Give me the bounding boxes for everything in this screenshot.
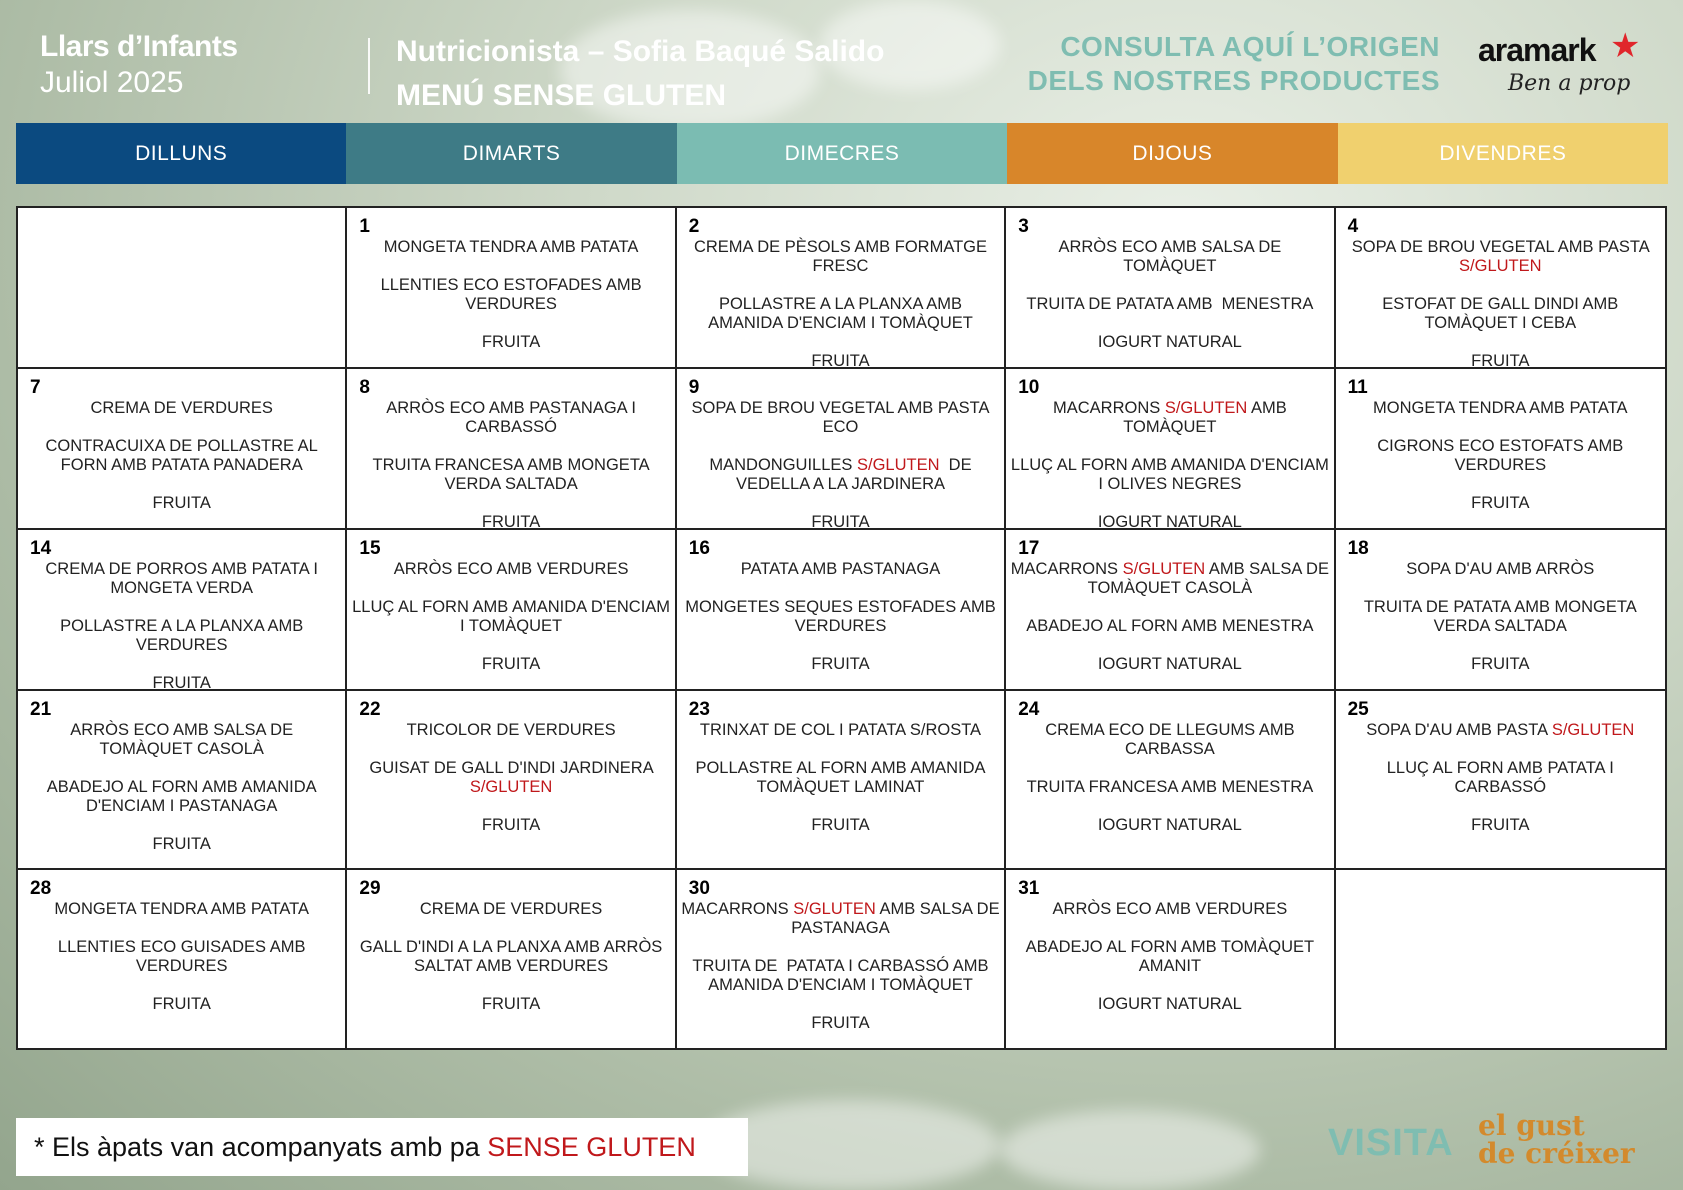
dish-item — [1010, 721, 1329, 759]
dish-item — [1010, 295, 1329, 314]
dish-text: ARRÒS ECO AMB VERDURES — [393, 560, 629, 578]
dish-text: TRUITA FRANCESA AMB MONGETA VERDA SALTADA — [372, 456, 655, 493]
dish-text: IOGURT NATURAL — [1097, 816, 1242, 834]
dish-item — [351, 276, 670, 314]
dish-text: ABADEJO AL FORN AMB TOMÀQUET AMANIT — [1025, 938, 1318, 975]
day-number: 11 — [1347, 377, 1368, 398]
aramark-logo — [1478, 27, 1658, 96]
day-cell-2 — [677, 208, 1006, 369]
dish-item — [681, 721, 1000, 740]
dish-text: FRUITA — [481, 816, 541, 834]
dish-text: MONGETA TENDRA AMB PATATA — [1373, 399, 1628, 417]
day-number: 25 — [1347, 699, 1369, 720]
dish-text: AMB SALSA DE PASTANAGA — [791, 900, 1005, 937]
dish-text: CREMA DE VERDURES — [419, 900, 603, 918]
dish-text: TRINXAT DE COL I PATATA S/ROSTA — [699, 721, 982, 739]
dish-list — [681, 560, 1000, 674]
dish-item — [1010, 900, 1329, 919]
gluten-free-tag: S/GLUTEN — [793, 900, 876, 918]
dish-item — [681, 655, 1000, 674]
dish-item — [681, 456, 1000, 494]
dish-text: ARRÒS ECO AMB VERDURES — [1052, 900, 1288, 918]
dish-text: GALL D'INDI A LA PLANXA AMB ARRÒS SALTAT AMB VERDURES — [359, 938, 667, 975]
gluten-free-tag: S/GLUTEN — [1122, 560, 1206, 578]
dish-text: FRUITA — [152, 674, 211, 692]
dish-text: TRUITA DE PATATA AMB MONGETA VERDA SALTADA — [1363, 598, 1642, 635]
day-number: 7 — [30, 377, 41, 398]
dish-text: ARRÒS ECO AMB SALSA DE TOMÀQUET CASOLÀ — [70, 721, 298, 758]
dish-text: IOGURT NATURAL — [1097, 513, 1242, 531]
dish-item — [1340, 494, 1661, 513]
dish-text: CONTRACUIXA DE POLLASTRE AL FORN AMB PATATA PANADERA — [45, 437, 323, 474]
dish-text: FRUITA — [811, 1014, 870, 1032]
dish-item — [351, 238, 670, 257]
gluten-free-tag: S/GLUTEN — [1459, 257, 1542, 275]
dish-text: FRUITA — [481, 333, 541, 351]
dish-list — [351, 238, 670, 352]
visita-link[interactable]: VISITA — [1328, 1122, 1454, 1164]
day-cell-23 — [677, 691, 1006, 870]
day-cell-17 — [1006, 530, 1335, 691]
dish-text: MONGETA TENDRA AMB PATATA — [54, 900, 309, 918]
dish-list — [22, 560, 341, 693]
dish-list — [1340, 238, 1661, 371]
gust-line-1: el gust — [1478, 1109, 1585, 1142]
day-number: 17 — [1018, 538, 1040, 559]
dish-list — [351, 560, 675, 674]
header-divider — [368, 38, 370, 94]
dish-item — [1340, 560, 1661, 579]
dish-item — [1010, 995, 1329, 1014]
day-cell-24 — [1006, 691, 1335, 870]
dish-item — [1340, 721, 1661, 740]
dish-item — [1340, 238, 1661, 276]
dish-list — [1340, 399, 1661, 513]
dish-text: CIGRONS ECO ESTOFATS AMB VERDURES — [1377, 437, 1628, 474]
dish-text: FRUITA — [152, 494, 211, 512]
dish-item — [1010, 816, 1329, 835]
page-title: Llars d’Infants — [40, 30, 238, 63]
day-cell-22 — [347, 691, 676, 870]
day-cell-11 — [1336, 369, 1665, 530]
weekday-dimecres: DIMECRES — [677, 123, 1007, 184]
weekday-dilluns: DILLUNS — [16, 123, 346, 184]
dish-item — [1010, 617, 1329, 636]
dish-list — [22, 399, 341, 513]
dish-text: POLLASTRE A LA PLANXA AMB AMANIDA D'ENCIAM I TOMÀQUET — [708, 295, 973, 332]
dish-item — [351, 900, 670, 919]
dish-text: ARRÒS ECO AMB SALSA DE TOMÀQUET — [1058, 238, 1286, 275]
dish-text: ESTOFAT DE GALL DINDI AMB TOMÀQUET I CEBA — [1382, 295, 1623, 332]
day-cell-1 — [347, 208, 676, 369]
dish-text: CREMA DE VERDURES — [90, 399, 273, 417]
dish-item — [1340, 759, 1661, 797]
day-number: 3 — [1018, 216, 1029, 237]
day-number: 4 — [1347, 216, 1359, 237]
dish-text: FRUITA — [811, 513, 870, 531]
dish-item — [1010, 560, 1334, 598]
dish-text: FRUITA — [481, 513, 541, 531]
dish-item — [351, 333, 670, 352]
dish-list — [1010, 238, 1329, 352]
day-cell-29 — [347, 870, 676, 1048]
dish-item — [22, 938, 341, 976]
brand-figure-icon: ★ — [1610, 27, 1641, 65]
day-cell-28 — [18, 870, 347, 1048]
dish-item — [351, 655, 670, 674]
header-left — [40, 30, 238, 100]
day-cell-16 — [677, 530, 1006, 691]
dish-text: MANDONGUILLES — [709, 456, 857, 474]
dish-text: LLUÇ AL FORN AMB AMANIDA D'ENCIAM I TOMÀQUET — [352, 598, 675, 635]
dish-list — [1010, 560, 1334, 674]
dish-text: IOGURT NATURAL — [1097, 995, 1242, 1013]
day-number: 10 — [1018, 377, 1040, 398]
day-number: 22 — [359, 699, 381, 720]
dish-text: FRUITA — [811, 816, 870, 834]
dish-text: TRUITA DE PATATA AMB MENESTRA — [1026, 295, 1314, 313]
dish-text: AMB SALSA DE TOMÀQUET CASOLÀ — [1087, 560, 1334, 597]
day-number: 8 — [359, 377, 370, 398]
dish-item — [22, 617, 341, 655]
dish-text: IOGURT NATURAL — [1097, 655, 1242, 673]
dish-item — [681, 295, 1000, 333]
dish-item — [1010, 333, 1329, 352]
dish-text: LLENTIES ECO ESTOFADES AMB VERDURES — [380, 276, 647, 313]
day-cell-3 — [1006, 208, 1335, 369]
dish-text: AMB TOMÀQUET — [1123, 399, 1292, 436]
day-number: 23 — [688, 699, 710, 720]
day-number: 21 — [30, 699, 52, 720]
dish-list — [681, 721, 1000, 835]
dish-text: LLUÇ AL FORN AMB PATATA I CARBASSÓ — [1386, 759, 1619, 796]
day-cell-4 — [1336, 208, 1665, 369]
dish-item — [1340, 295, 1661, 333]
page-month: Juliol 2025 — [40, 66, 184, 99]
dish-text: ARRÒS ECO AMB PASTANAGA I CARBASSÓ — [386, 399, 641, 436]
dish-item — [681, 238, 1000, 276]
empty-day-cell — [18, 208, 347, 369]
dish-text: LLUÇ AL FORN AMB AMANIDA D'ENCIAM I OLIVES NEGRES — [1010, 456, 1334, 493]
weekday-dijous: DIJOUS — [1007, 123, 1337, 184]
bread-note-highlight: SENSE GLUTEN — [487, 1131, 696, 1162]
day-number: 24 — [1018, 699, 1040, 720]
day-number: 29 — [359, 878, 381, 899]
dish-list — [351, 900, 670, 1014]
dish-item — [1340, 437, 1661, 475]
day-number: 2 — [688, 216, 700, 237]
day-number: 9 — [688, 377, 700, 398]
bread-note-text: * Els àpats van acompanyats amb pa — [34, 1131, 488, 1162]
nutritionist-name: Nutricionista – Sofia Baqué Salido — [396, 35, 885, 68]
dish-item — [1010, 399, 1329, 437]
origin-line-1: CONSULTA AQUÍ L’ORIGEN — [1060, 31, 1440, 62]
gluten-free-tag: S/GLUTEN — [1164, 399, 1248, 417]
dish-item — [351, 560, 670, 579]
weekday-divendres: DIVENDRES — [1338, 123, 1668, 184]
day-number: 28 — [30, 878, 52, 899]
dish-list — [1010, 900, 1329, 1014]
dish-item — [22, 399, 341, 418]
dish-item — [351, 759, 670, 797]
menu-type: MENÚ SENSE GLUTEN — [396, 79, 727, 112]
dish-item — [351, 721, 670, 740]
day-cell-18 — [1336, 530, 1665, 691]
dish-text: MONGETA TENDRA AMB PATATA — [383, 238, 639, 256]
dish-list — [1340, 560, 1661, 674]
dish-item — [351, 995, 670, 1014]
dish-item — [681, 560, 1000, 579]
menu-calendar — [16, 206, 1667, 1050]
day-cell-30 — [677, 870, 1006, 1048]
dish-text: FRUITA — [1471, 352, 1530, 370]
dish-item — [22, 835, 341, 854]
dish-text: FRUITA — [152, 835, 211, 853]
dish-text: CREMA DE PÈSOLS AMB FORMATGE FRESC — [693, 238, 992, 275]
bread-note — [16, 1118, 748, 1176]
dish-item — [1340, 598, 1661, 636]
dish-item — [681, 399, 1000, 437]
dish-item — [681, 816, 1000, 835]
dish-item — [681, 900, 1005, 938]
dish-text: SOPA D'AU AMB ARRÒS — [1406, 560, 1595, 578]
dish-item — [351, 456, 670, 494]
day-cell-9 — [677, 369, 1006, 530]
dish-item — [22, 494, 341, 513]
dish-text: SOPA DE BROU VEGETAL AMB PASTA — [1351, 238, 1654, 256]
empty-day-cell — [1336, 870, 1665, 1048]
dish-item — [22, 778, 341, 816]
dish-item — [22, 995, 341, 1014]
day-cell-25 — [1336, 691, 1665, 870]
day-number: 18 — [1347, 538, 1369, 559]
dish-text: LLENTIES ECO GUISADES AMB VERDURES — [57, 938, 311, 975]
header-middle — [396, 30, 884, 118]
dish-item — [681, 1014, 1000, 1033]
dish-item — [1340, 655, 1661, 674]
dish-item — [681, 759, 1000, 797]
dish-text: ABADEJO AL FORN AMB AMANIDA D'ENCIAM I PASTANAGA — [46, 778, 322, 815]
dish-item — [351, 816, 670, 835]
dish-text: TRUITA FRANCESA AMB MENESTRA — [1026, 778, 1314, 796]
day-number: 31 — [1018, 878, 1040, 899]
dish-text: ABADEJO AL FORN AMB MENESTRA — [1026, 617, 1314, 635]
dish-item — [22, 721, 341, 759]
day-number: 14 — [30, 538, 52, 559]
dish-text: FRUITA — [1471, 816, 1530, 834]
dish-text: SOPA DE BROU VEGETAL AMB PASTA ECO — [691, 399, 995, 436]
dish-list — [1340, 721, 1661, 835]
dish-text: FRUITA — [1471, 494, 1530, 512]
dish-text: MACARRONS — [1010, 560, 1123, 578]
dish-text: POLLASTRE AL FORN AMB AMANIDA TOMÀQUET LAMINAT — [695, 759, 990, 796]
dish-item — [681, 598, 1000, 636]
dish-text: FRUITA — [811, 655, 870, 673]
dish-text: TRICOLOR DE VERDURES — [406, 721, 616, 739]
day-cell-14 — [18, 530, 347, 691]
day-cell-15 — [347, 530, 676, 691]
dish-text: CREMA DE PORROS AMB PATATA I MONGETA VERDA — [45, 560, 323, 597]
gust-line-2: de créixer — [1478, 1137, 1635, 1170]
dish-text: PATATA AMB PASTANAGA — [740, 560, 941, 578]
dish-text: SOPA D'AU AMB PASTA — [1366, 721, 1552, 739]
dish-text: FRUITA — [481, 655, 541, 673]
dish-item — [1010, 938, 1329, 976]
gluten-free-tag: S/GLUTEN — [1551, 721, 1635, 739]
dish-item — [1010, 238, 1329, 276]
dish-text: MONGETES SEQUES ESTOFADES AMB VERDURES — [685, 598, 1001, 635]
dish-list — [681, 900, 1005, 1033]
dish-list — [681, 238, 1000, 371]
weekday-dimarts: DIMARTS — [346, 123, 676, 184]
dish-list — [1010, 399, 1334, 532]
dish-item — [351, 399, 670, 437]
gluten-free-tag: S/GLUTEN — [856, 456, 940, 474]
dish-item — [22, 560, 341, 598]
dish-list — [351, 399, 670, 532]
day-number: 30 — [688, 878, 710, 899]
gluten-free-tag: S/GLUTEN — [469, 778, 553, 796]
day-number: 15 — [359, 538, 381, 559]
gust-de-creixer-logo — [1478, 1109, 1635, 1170]
day-cell-21 — [18, 691, 347, 870]
dish-text: MACARRONS — [681, 900, 794, 918]
dish-item — [22, 900, 341, 919]
dish-item — [1010, 655, 1329, 674]
brand-name: aramark — [1478, 32, 1596, 68]
dish-text: FRUITA — [152, 995, 211, 1013]
dish-text: CREMA ECO DE LLEGUMS AMB CARBASSA — [1045, 721, 1300, 758]
dish-text: FRUITA — [811, 352, 870, 370]
dish-text: FRUITA — [481, 995, 541, 1013]
dish-text: IOGURT NATURAL — [1097, 333, 1242, 351]
dish-text: DE VEDELLA A LA JARDINERA — [735, 456, 977, 493]
brand-tagline: Ben a prop — [1508, 71, 1631, 96]
dish-list — [1010, 721, 1329, 835]
dish-item — [351, 598, 675, 636]
day-cell-31 — [1006, 870, 1335, 1048]
day-cell-8 — [347, 369, 676, 530]
day-cell-7 — [18, 369, 347, 530]
weekday-header — [16, 123, 1668, 184]
dish-list — [22, 721, 341, 854]
dish-item — [1010, 456, 1334, 494]
dish-item — [351, 938, 670, 976]
dish-item — [22, 437, 341, 475]
dish-list — [22, 900, 341, 1014]
dish-text: TRUITA DE PATATA I CARBASSÓ AMB AMANIDA D'ENCIAM I TOMÀQUET — [692, 957, 993, 994]
day-number: 1 — [359, 216, 370, 237]
dish-text: MACARRONS — [1052, 399, 1165, 417]
dish-text: POLLASTRE A LA PLANXA AMB VERDURES — [60, 617, 308, 654]
dish-list — [681, 399, 1000, 532]
day-number: 16 — [688, 538, 710, 559]
origin-line-2: DELS NOSTRES PRODUCTES — [1027, 65, 1440, 96]
dish-item — [1340, 399, 1661, 418]
dish-item — [1010, 778, 1329, 797]
origin-link[interactable] — [1020, 30, 1440, 98]
dish-list — [351, 721, 670, 835]
dish-text: FRUITA — [1471, 655, 1530, 673]
dish-text: GUISAT DE GALL D'INDI JARDINERA — [369, 759, 658, 777]
dish-item — [681, 957, 1000, 995]
dish-item — [1340, 816, 1661, 835]
day-cell-10 — [1006, 369, 1335, 530]
